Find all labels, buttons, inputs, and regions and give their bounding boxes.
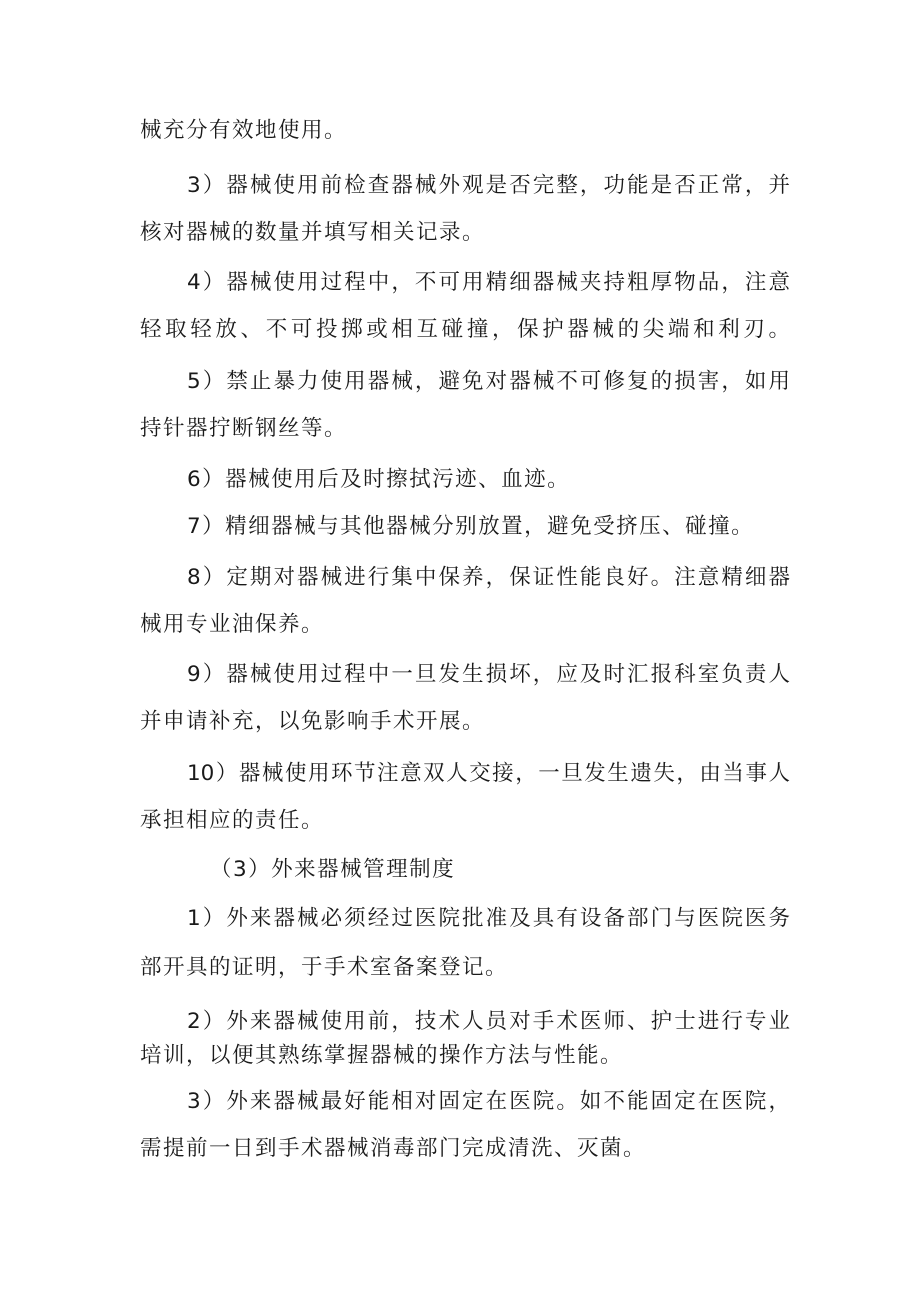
text-line: 核对器械的数量并填写相关记录。 xyxy=(140,220,486,245)
text-line: 7）精细器械与其他器械分别放置，避免受挤压、碰撞。 xyxy=(187,514,755,539)
text-line: 3）器械使用前检查器械外观是否完整，功能是否正常，并 xyxy=(187,173,790,198)
text-line: 9）器械使用过程中一旦发生损坏，应及时汇报科室负责人 xyxy=(187,662,790,687)
text-line: 部开具的证明，于手术室备案登记。 xyxy=(140,955,509,980)
text-line: 械充分有效地使用。 xyxy=(140,118,348,143)
text-line: 并申请补充，以免影响手术开展。 xyxy=(140,709,486,734)
text-line: 承担相应的责任。 xyxy=(140,808,325,833)
text-line: 轻取轻放、不可投掷或相互碰撞，保护器械的尖端和利刃。 xyxy=(140,317,790,342)
text-line: 持针器拧断钢丝等。 xyxy=(140,416,348,441)
text-line: 8）定期对器械进行集中保养，保证性能良好。注意精细器 xyxy=(187,565,790,590)
section-heading: （3）外来器械管理制度 xyxy=(210,857,456,882)
text-line: 6）器械使用后及时擦拭污迹、血迹。 xyxy=(187,467,571,492)
text-line: 1）外来器械必须经过医院批准及具有设备部门与医院医务 xyxy=(187,906,790,931)
text-line: 4）器械使用过程中，不可用精细器械夹持粗厚物品，注意 xyxy=(187,270,790,295)
text-line: 10）器械使用环节注意双人交接，一旦发生遗失，由当事人 xyxy=(187,761,790,786)
text-line: 械用专业油保养。 xyxy=(140,612,325,637)
text-line: 培训，以便其熟练掌握器械的操作方法与性能。 xyxy=(140,1043,624,1068)
text-line: 3）外来器械最好能相对固定在医院。如不能固定在医院， xyxy=(187,1089,790,1114)
text-line: 2）外来器械使用前，技术人员对手术医师、护士进行专业 xyxy=(187,1009,790,1034)
text-line: 需提前一日到手术器械消毒部门完成清洗、灭菌。 xyxy=(140,1136,647,1161)
text-line: 5）禁止暴力使用器械，避免对器械不可修复的损害，如用 xyxy=(187,369,790,394)
